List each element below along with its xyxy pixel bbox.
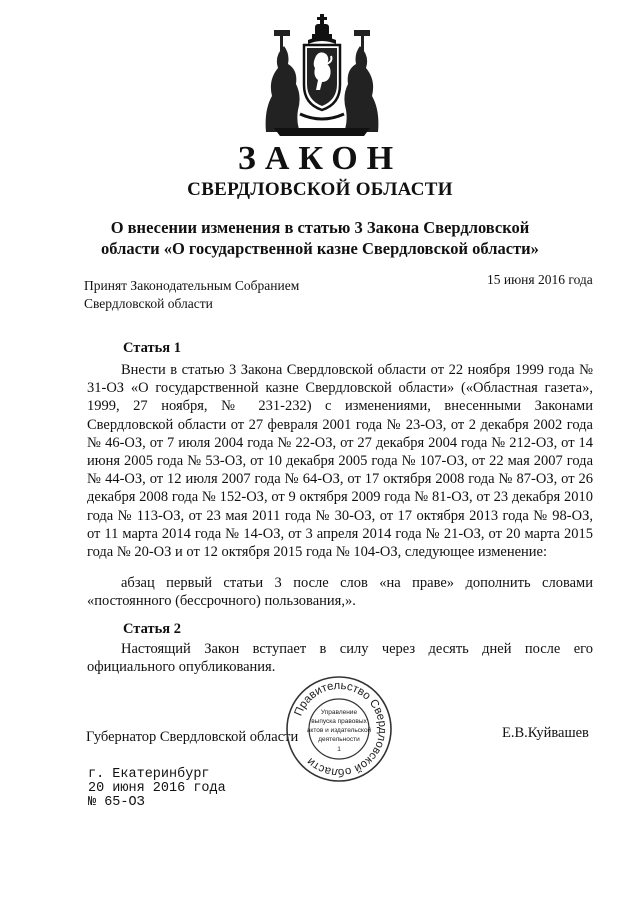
signing-date: 20 июня 2016 года — [88, 781, 226, 796]
law-title: ЗАКОН — [237, 140, 403, 177]
adoption-date: 15 июня 2016 года — [487, 272, 593, 287]
governor-title: Губернатор Свердловской области — [86, 729, 299, 745]
stamp-inner-line-4: деятельности — [318, 736, 360, 743]
stamp-inner-line-2: выпуска правовых — [311, 718, 367, 725]
signing-place: г. Екатеринбург — [88, 767, 210, 782]
adoption-info — [84, 277, 384, 313]
governor-name: Е.В.Куйвашев — [502, 725, 589, 741]
stamp-ring-textpath: Правительство Свердловской области — [292, 679, 389, 779]
article-2-heading: Статья 2 — [123, 621, 181, 637]
law-subject-line-1: О внесении изменения в статью 3 Закона Свердловской — [110, 218, 530, 237]
article-2-paragraph-1: Настоящий Закон вступает в силу через десять дней после его официального опубликования. — [87, 641, 593, 676]
official-stamp — [284, 674, 394, 784]
stamp-inner-line-5: 1 — [337, 746, 341, 753]
law-number: № 65-ОЗ — [88, 795, 145, 810]
stamp-inner-line-1: Управление — [320, 709, 358, 716]
stamp-inner-line-3: актов и издательской — [306, 727, 372, 734]
region-title: СВЕРДЛОВСКОЙ ОБЛАСТИ — [187, 179, 453, 200]
coat-of-arms-icon — [260, 10, 384, 138]
law-subject-line-2: области «О государственной казне Свердловской области» — [101, 239, 539, 258]
law-subject — [0, 217, 640, 259]
article-1-paragraph-2: абзац первый статьи 3 после слов «на праве» дополнить словами «постоянного (бессрочного) пользования,». — [87, 575, 593, 610]
article-1-heading: Статья 1 — [123, 340, 181, 356]
adopted-by-line-2: Свердловской области — [84, 296, 213, 311]
adopted-by-line-1: Принят Законодательным Собранием — [84, 278, 300, 293]
article-1-paragraph-1: Внести в статью 3 Закона Свердловской области от 22 ноября 1999 года № 31-ОЗ «О государственной казне Свердловской области» («Областная газета», 1999, 27 ноября, № 231-232) с изменениями, внесенными Законами Свердловской области от 27 февраля 2001 года № 23-ОЗ, от 2 декабря 2002 года № 46-ОЗ, от 7 июля 2004 года № 22-ОЗ, от 27 декабря 2004 года № 212-ОЗ, от 14 июня 2005 года № 53-ОЗ, от 10 декабря 2005 года № 107-ОЗ, от 22 мая 2007 года № 44-ОЗ, от 12 июля 2007 года № 64-ОЗ, от 17 октября 2008 года № 87-ОЗ, от 26 декабря 2008 года № 152-ОЗ, от 9 октября 2009 года № 81-ОЗ, от 23 декабря 2010 года № 113-ОЗ, от 23 мая 2011 года № 30-ОЗ, от 17 октября 2013 года № 98-ОЗ, от 11 марта 2014 года № 14-ОЗ, от 3 апреля 2014 года № 21-ОЗ, от 20 марта 2015 года № 20-ОЗ и от 12 октября 2015 года № 104-ОЗ, следующее изменение: — [87, 362, 593, 561]
